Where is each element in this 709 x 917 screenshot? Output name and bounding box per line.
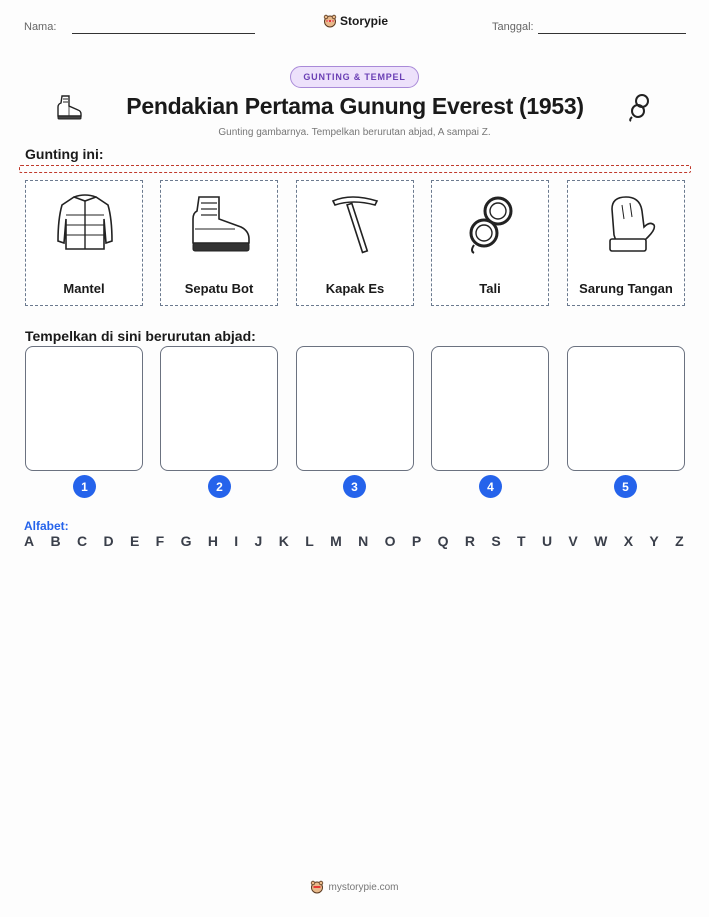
alphabet-letter: D	[103, 533, 114, 549]
paste-box-3[interactable]	[296, 346, 414, 471]
alphabet-letter: Y	[649, 533, 659, 549]
alphabet-letter: P	[411, 533, 422, 549]
alphabet-letter: E	[129, 533, 140, 549]
alphabet-letter: S	[491, 533, 501, 549]
alphabet-letter: C	[76, 533, 88, 549]
instructions: Gunting gambarnya. Tempelkan berurutan abjad, A sampai Z.	[218, 127, 491, 138]
alphabet-letter: Q	[437, 533, 449, 549]
card-label: Kapak Es	[325, 281, 385, 296]
name-label: Nama:	[24, 21, 57, 33]
card-label: Mantel	[63, 281, 105, 296]
cut-card-rope[interactable]	[431, 180, 549, 306]
alphabet-letter: Z	[675, 533, 684, 549]
alphabet-title: Alfabet:	[24, 519, 69, 533]
alphabet-letter: J	[254, 533, 263, 549]
paste-section-label: Tempelkan di sini berurutan abjad:	[25, 328, 256, 344]
paste-box-2[interactable]	[160, 346, 278, 471]
cut-line	[19, 165, 691, 173]
alphabet-letter: F	[155, 533, 165, 549]
cut-card-ice-axe[interactable]	[296, 180, 414, 306]
card-label: Tali	[479, 281, 501, 296]
alphabet-letter: A	[24, 533, 35, 549]
cut-card-mitten[interactable]	[567, 180, 685, 306]
alphabet-letter: L	[305, 533, 314, 549]
paste-box-1[interactable]	[25, 346, 143, 471]
alphabet-letter: G	[180, 533, 192, 549]
cut-card-boot[interactable]	[160, 180, 278, 306]
boot-icon	[185, 189, 255, 257]
alphabet-letter: T	[517, 533, 526, 549]
hiking-boot-icon	[54, 92, 84, 122]
alphabet-letter: N	[358, 533, 369, 549]
alphabet-letter: V	[568, 533, 578, 549]
paste-number: 1	[73, 475, 96, 498]
cut-section-label: Gunting ini:	[25, 146, 104, 162]
paste-number: 4	[479, 475, 502, 498]
ice-axe-icon	[321, 189, 391, 257]
alphabet-letter: R	[464, 533, 475, 549]
name-field[interactable]	[72, 33, 255, 34]
cut-card-coat[interactable]	[25, 180, 143, 306]
alphabet-letter: U	[541, 533, 553, 549]
paste-number: 3	[343, 475, 366, 498]
brand-name: Storypie	[340, 14, 389, 28]
rope-coil-icon	[626, 92, 654, 122]
paste-box-4[interactable]	[431, 346, 549, 471]
footer-url[interactable]: mystorypie.com	[328, 881, 399, 893]
storypie-mascot-icon	[310, 880, 324, 894]
page-title: Pendakian Pertama Gunung Everest (1953)	[126, 93, 584, 119]
activity-badge: GUNTING & TEMPEL	[290, 66, 419, 88]
alphabet-letter: I	[234, 533, 239, 549]
worksheet-header	[0, 0, 709, 50]
date-field[interactable]	[538, 33, 686, 34]
paste-box-5[interactable]	[567, 346, 685, 471]
card-label: Sepatu Bot	[184, 281, 254, 296]
mitten-icon	[592, 189, 662, 257]
paste-number: 2	[208, 475, 231, 498]
alphabet-letter: H	[207, 533, 218, 549]
alphabet-letter: O	[384, 533, 396, 549]
alphabet-letter: M	[330, 533, 342, 549]
alphabet-letter: X	[623, 533, 634, 549]
card-label: Sarung Tangan	[579, 281, 673, 296]
alphabet-letter: B	[50, 533, 61, 549]
alphabet-letter: W	[594, 533, 608, 549]
alphabet-letter: K	[278, 533, 289, 549]
brand-logo	[323, 14, 388, 28]
alphabet-row	[24, 533, 684, 549]
footer	[0, 880, 709, 894]
rope-icon	[456, 189, 526, 257]
storypie-mascot-icon	[323, 14, 337, 28]
coat-icon	[50, 189, 120, 257]
paste-number: 5	[614, 475, 637, 498]
date-label: Tanggal:	[492, 21, 534, 33]
